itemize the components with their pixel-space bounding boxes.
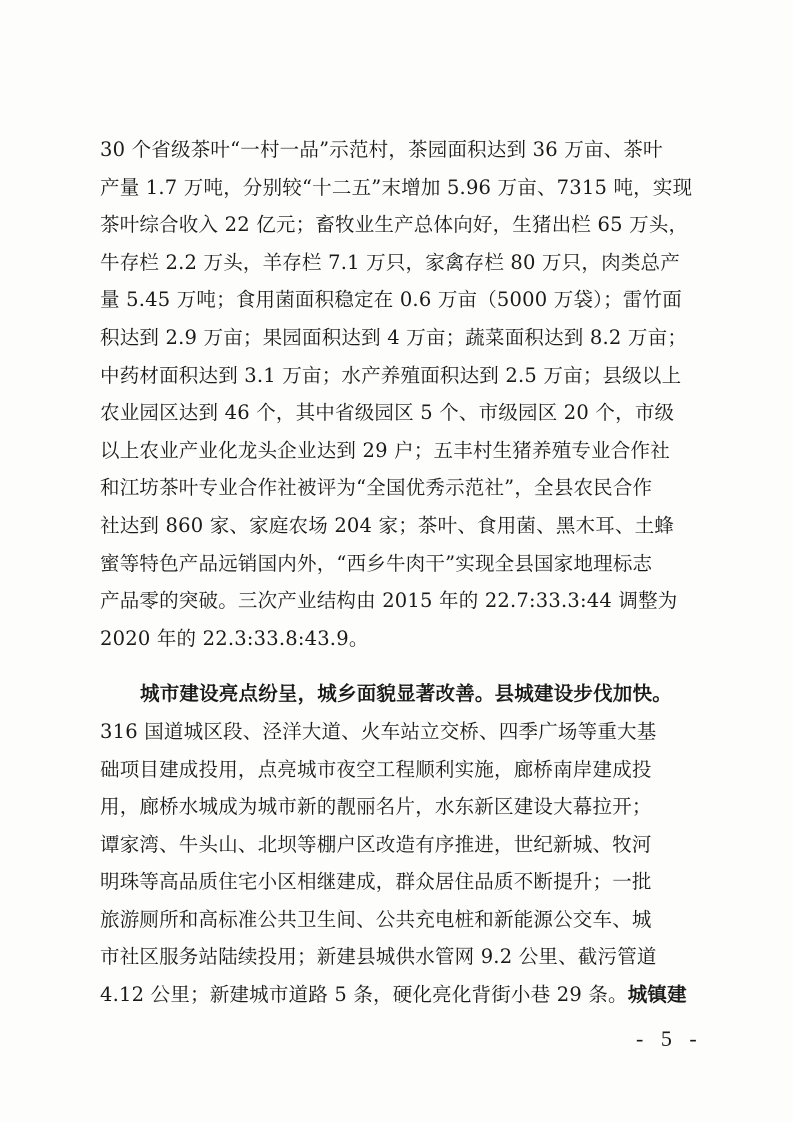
- paragraph-heading-line: [100, 675, 700, 713]
- text-line-last: [100, 976, 700, 1014]
- text-line: 础项目建成投用，点亮城市夜空工程顺利实施，廊桥南岸建成投: [100, 757, 652, 781]
- bold-heading: 城市建设亮点纷呈，城乡面貌显著改善。县城建设步伐加快。: [140, 682, 672, 706]
- text-line: 社达到 860 家、家庭农场 204 家；茶叶、食用菌、黑木耳、土蜂: [100, 513, 675, 537]
- text-line: 茶叶综合收入 22 亿元；畜牧业生产总体向好，生猪出栏 65 万头，: [100, 213, 689, 237]
- text-line: 2020 年的 22.3:33.8:43.9。: [100, 626, 369, 650]
- text-line: 量 5.45 万吨；食用菌面积稳定在 0.6 万亩（5000 万袋）；雷竹面: [100, 288, 682, 312]
- paragraph-agriculture: [100, 131, 700, 657]
- text-line: 旅游厕所和高标准公共卫生间、公共充电桩和新能源公交车、城: [100, 907, 652, 931]
- text-line: 市社区服务站陆续投用；新建县城供水管网 9.2 公里、截污管道: [100, 945, 657, 969]
- text-line: 谭家湾、牛头山、北坝等棚户区改造有序推进，世纪新城、牧河: [100, 832, 652, 856]
- text-line: 和江坊茶叶专业合作社被评为“全国优秀示范社”，全县农民合作: [100, 476, 653, 500]
- body-text: [100, 131, 700, 1014]
- trailing-bold-heading: 城镇建: [627, 983, 687, 1007]
- page-number: - 5 -: [636, 1026, 703, 1051]
- text-line: 蜜等特色产品远销国内外，“西乡牛肉干”实现全县国家地理标志: [100, 551, 653, 575]
- text-line: 316 国道城区段、泾洋大道、火车站立交桥、四季广场等重大基: [100, 719, 657, 743]
- text-line: 农业园区达到 46 个，其中省级园区 5 个、市级园区 20 个，市级: [100, 401, 675, 425]
- paragraph-urban-construction: [100, 675, 700, 1013]
- text-line: 30 个省级茶叶“一村一品”示范村，茶园面积达到 36 万亩、茶叶: [100, 138, 663, 161]
- text-line: 中药材面积达到 3.1 万亩；水产养殖面积达到 2.5 万亩；县级以上: [100, 363, 682, 387]
- text-line: 产量 1.7 万吨，分别较“十二五”末增加 5.96 万亩、7315 吨，实现: [100, 175, 693, 199]
- text-line: 以上农业产业化龙头企业达到 29 户；五丰村生猪养殖专业合作社: [100, 438, 670, 462]
- text-line: 用，廊桥水城成为城市新的靓丽名片，水东新区建设大幕拉开；: [100, 795, 652, 819]
- text-line: 产品零的突破。三次产业结构由 2015 年的 22.7:33.3:44 调整为: [100, 589, 678, 613]
- text-line: 牛存栏 2.2 万头，羊存栏 7.1 万只，家禽存栏 80 万只，肉类总产: [100, 250, 680, 274]
- text-line: 积达到 2.9 万亩；果园面积达到 4 万亩；蔬菜面积达到 8.2 万亩；: [100, 325, 688, 349]
- text-line: 明珠等高品质住宅小区相继建成，群众居住品质不断提升；一批: [100, 870, 652, 894]
- last-line-text: 4.12 公里；新建城市道路 5 条，硬化亮化背街小巷 29 条。: [100, 983, 628, 1007]
